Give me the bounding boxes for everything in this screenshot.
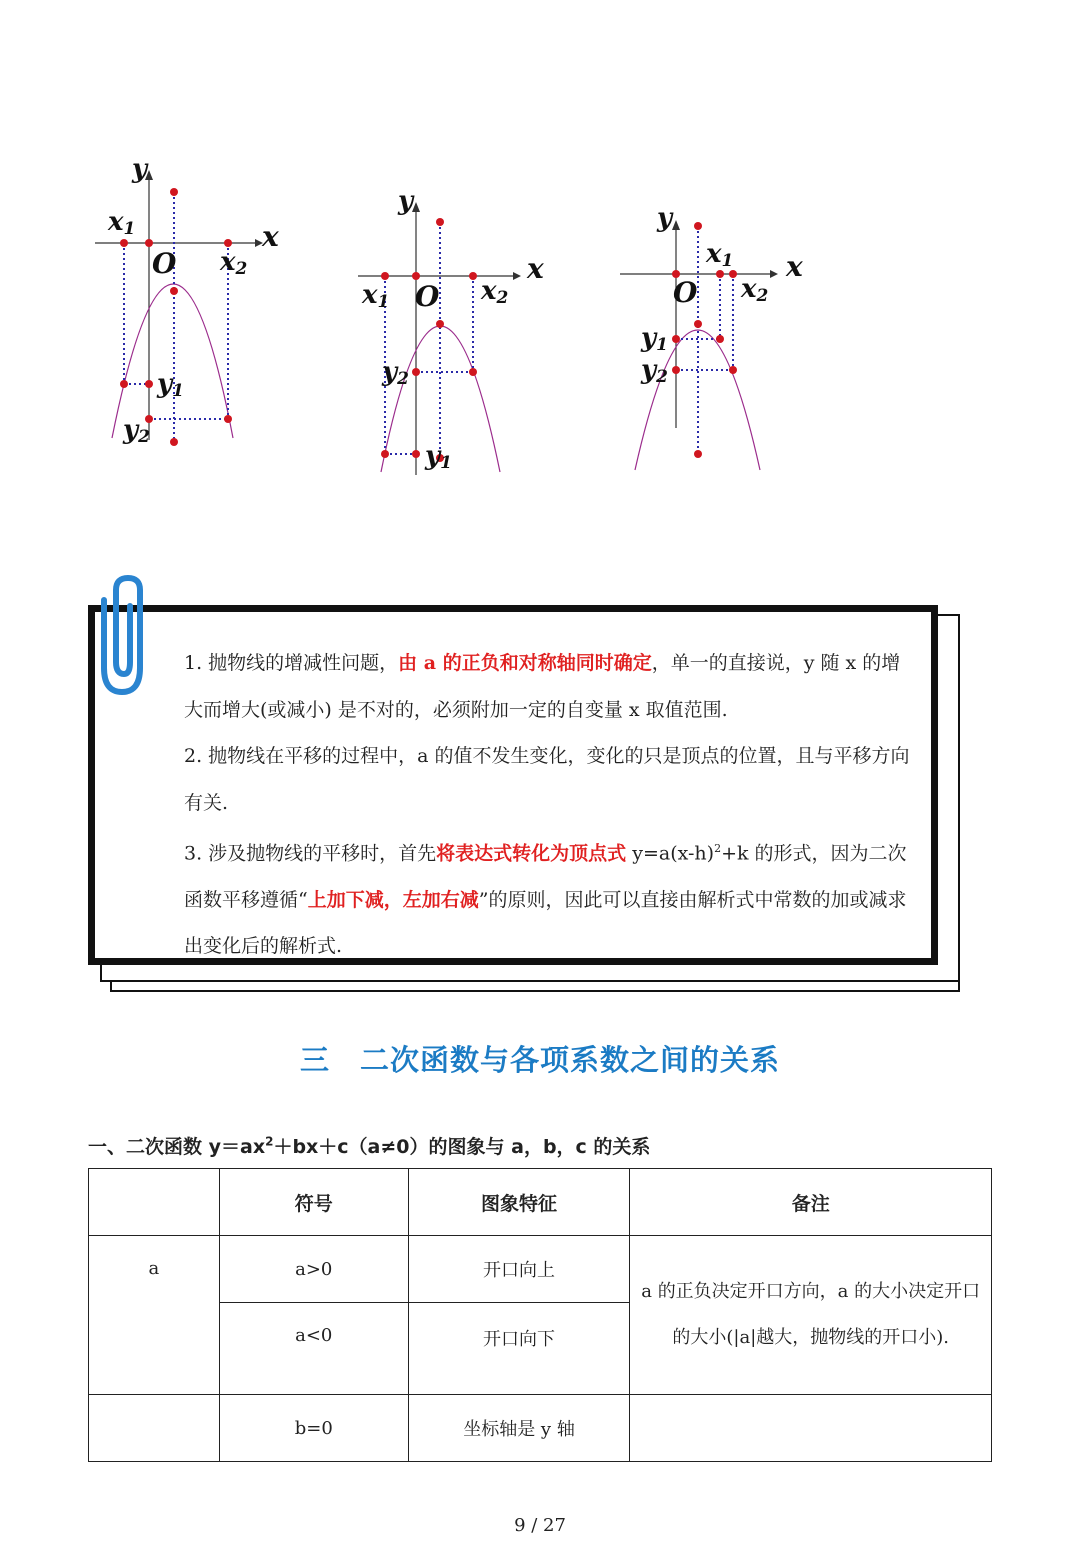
table-cell: 开口向上: [408, 1236, 630, 1303]
graph-3: [620, 203, 803, 470]
label-x2: x2: [741, 274, 769, 306]
label-y1: y1: [641, 323, 668, 355]
table-header: 符号: [219, 1169, 408, 1236]
label-origin: O: [673, 276, 698, 309]
x-axis-arrow: [513, 272, 521, 280]
points: [120, 188, 232, 446]
label-x: x: [262, 220, 279, 253]
table-cell: a<0: [219, 1303, 408, 1395]
label-x1: x1: [362, 280, 390, 312]
y-axis-arrow: [672, 220, 680, 230]
label-x2: x2: [481, 276, 509, 308]
label-x1: x1: [108, 207, 136, 239]
label-y2: y2: [123, 415, 150, 447]
label-x1: x1: [706, 239, 734, 271]
diagram-svg: [0, 140, 1080, 500]
coefficient-table: [88, 1168, 992, 1462]
table-cell: [89, 1395, 220, 1462]
table-header: 备注: [630, 1169, 992, 1236]
x-axis-arrow: [770, 270, 778, 278]
table-row: [89, 1236, 992, 1303]
table-cell: a>0: [219, 1236, 408, 1303]
label-x2: x2: [220, 247, 248, 279]
label-y: y: [657, 203, 673, 233]
y-axis-arrow: [412, 202, 420, 212]
label-x: x: [786, 250, 803, 283]
coef-a-note: a 的正负决定开口方向，a 的大小决定开口的大小(|a|越大，抛物线的开口小).: [630, 1236, 992, 1395]
label-y2: y2: [641, 355, 668, 387]
page-number: 9 / 27: [514, 1515, 566, 1536]
note-card: [88, 570, 968, 1000]
table-cell: b=0: [219, 1395, 408, 1462]
section-title: 三 二次函数与各项系数之间的关系: [299, 1043, 780, 1077]
table-header: 图象特征: [408, 1169, 630, 1236]
subheading: 一、二次函数 $y=ax^2+bx+c(a\ne 0)$的图象与 a，b，c 的关系: [88, 1134, 651, 1158]
points: [381, 218, 477, 462]
note-item-1: 1. 抛物线的增减性问题，由 a 的正负和对称轴同时确定，单一的直接说，y 随 x 的增大而增大(或减小) 是不对的，必须附加一定的自变量 x 取值范围.: [184, 652, 901, 721]
label-origin: O: [415, 280, 440, 313]
note-item-3: 3. 涉及抛物线的平移时，首先将表达式转化为顶点式 $y=a(x-h)^2+k$ 的形式，因为二次函数平移遵循“上加下减，左加右减”的原则，因此可以直接由解析式中常数的加或减求出变化后的解析式.: [184, 842, 907, 958]
table-row: [89, 1395, 992, 1462]
label-y1: y1: [157, 369, 184, 401]
graph-1: [95, 154, 279, 447]
label-origin: O: [152, 247, 177, 280]
paperclip-icon: [90, 570, 170, 700]
label-x: x: [527, 252, 544, 285]
graph-2: [358, 186, 544, 475]
label-y1: y1: [425, 441, 452, 473]
table-header-row: [89, 1169, 992, 1236]
table-cell: 坐标轴是 y 轴: [408, 1395, 630, 1462]
coef-a-label: a: [89, 1236, 220, 1395]
note-item-2: 2. 抛物线在平移的过程中，a 的值不发生变化，变化的只是顶点的位置，且与平移方向有关.: [184, 745, 910, 814]
label-y: y: [398, 186, 414, 216]
note-text: [184, 640, 914, 970]
table-cell: 开口向下: [408, 1303, 630, 1395]
label-y: y: [132, 154, 148, 184]
label-y2: y2: [382, 357, 409, 389]
table-cell: [630, 1395, 992, 1462]
table-header: [89, 1169, 220, 1236]
parabola-diagrams: [0, 140, 1080, 500]
